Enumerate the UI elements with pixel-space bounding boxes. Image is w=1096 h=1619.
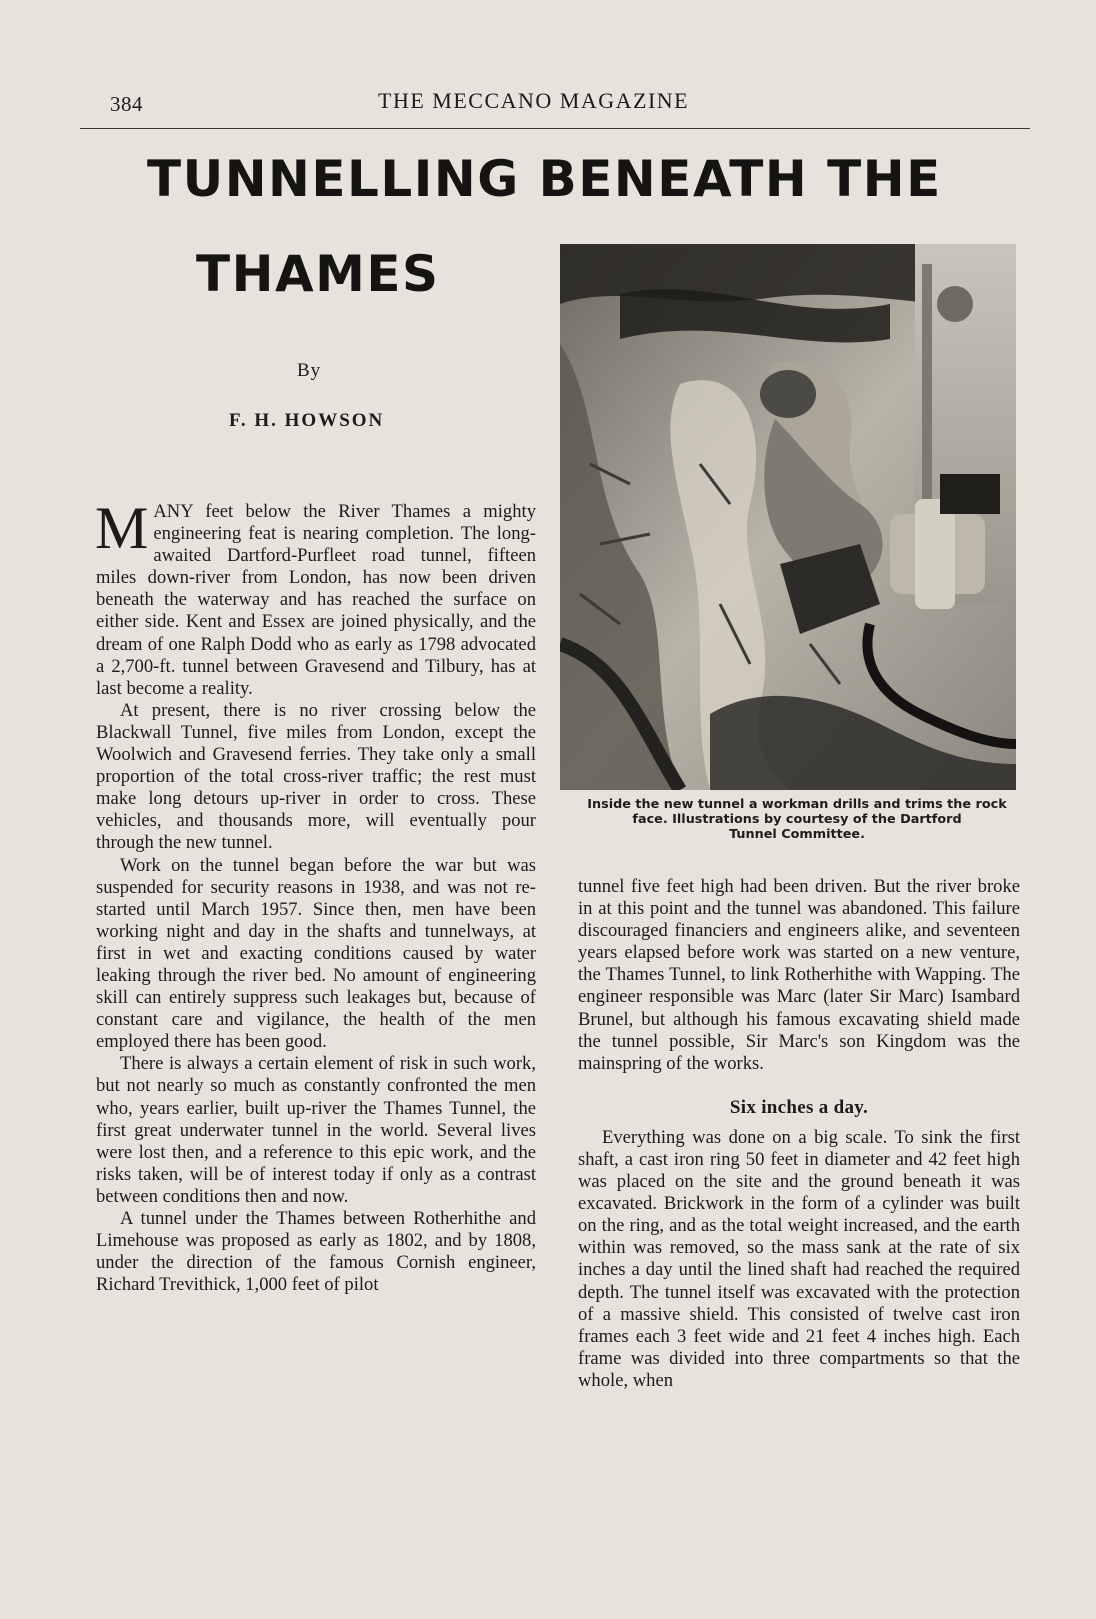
body-paragraph: At present, there is no river crossing below the Blackwall Tunnel, five miles from London, except the Woolwich and Gravesend ferries. They take only a small proportion of the total cross-river traffic; the rest must make long detours up-river in order to cross. These vehicles, and thousands more, will eventually pour through the new tunnel. (96, 699, 536, 854)
byline-by: By (297, 360, 322, 381)
section-subheading: Six inches a day. (729, 1096, 869, 1118)
header-rule (80, 128, 1030, 129)
page-number: 384 (110, 92, 143, 116)
body-paragraph: There is always a certain element of risk in such work, but not nearly so much as constantly confronted the men who, years earlier, built up-river the Thames Tunnel, the first great underwater tunnel in the world. Several lives were lost then, and a reference to this epic work, and the risks taken, will be of interest today if only as a contrast between conditions then and now. (96, 1053, 536, 1207)
left-column (95, 495, 536, 1296)
article-title-line-2: THAMES (196, 245, 440, 303)
body-paragraph: A tunnel under the Thames between Rotherhithe and Limehouse was proposed as early as 1802, and by 1808, under the direction of the famous Cornish engineer, Richard Trevithick, 1,000 feet of pilot (96, 1208, 536, 1296)
body-paragraph: Everything was done on a big scale. To sink the first shaft, a cast iron ring 50 feet in diameter and 42 feet high was placed on the site and the ground beneath it was excavated. Brickwork in the form of a cylinder was built on the ring, and as the total weight increased, and the earth within was removed, so the mass sank at the rate of six inches a day until the lined shaft had reached the required depth. The tunnel itself was excavated with the protection of a massive shield. This consisted of twelve cast iron frames each 3 feet wide and 21 feet 4 inches high. Each frame was divided into three compartments so that the whole, when (578, 1126, 1020, 1391)
body-paragraph: tunnel five feet high had been driven. But the river broke in at this point and the tunnel was abandoned. This failure discouraged financiers and engineers alike, and seventeen years elapsed before work was started on a new venture, the Thames Tunnel, to link Rotherhithe with Wapping. The engineer responsible was Marc (later Sir Marc) Isambard Brunel, but although his famous excavating shield made the tunnel possible, Sir Marc's son Kingdom was the mainspring of the works. (578, 876, 1020, 1074)
article-title-line-1: TUNNELLING BENEATH THE (147, 150, 942, 208)
author-name: F. H. HOWSON (229, 410, 385, 431)
right-column (578, 876, 1020, 1392)
caption-text: Inside the new tunnel a workman drills and trims the rock face. Illustrations by courtesy of the Dartford (587, 797, 1007, 827)
body-paragraph: Work on the tunnel began before the war but was suspended for security reasons in 1938, and was not re-started until March 1957. Since then, men have been working night and day in the shafts and tunnelways, at first in wet and exacting conditions caused by water leaking through the river bed. No amount of engineering skill can entirely suppress such leakages but, because of constant care and vigilance, the health of the men employed there has been good. (96, 854, 536, 1053)
photo-caption (578, 797, 1016, 842)
tunnel-photo-image (560, 244, 1016, 790)
body-paragraph: MANY feet below the River Thames a mighty engineering feat is nearing completion. The long-awaited Dartford-Purfleet road tunnel, fifteen miles down-river from London, has now been driven beneath the waterway and has reached the surface on either side. Kent and Essex are joined physically, and the dream of one Ralph Dodd who as early as 1798 advocated a 2,700-ft. tunnel between Gravesend and Tilbury, has at last become a reality. (95, 495, 536, 699)
caption-credit: Tunnel Committee. (729, 827, 865, 842)
tunnel-photograph (560, 244, 1016, 790)
running-header: THE MECCANO MAGAZINE (378, 88, 690, 113)
